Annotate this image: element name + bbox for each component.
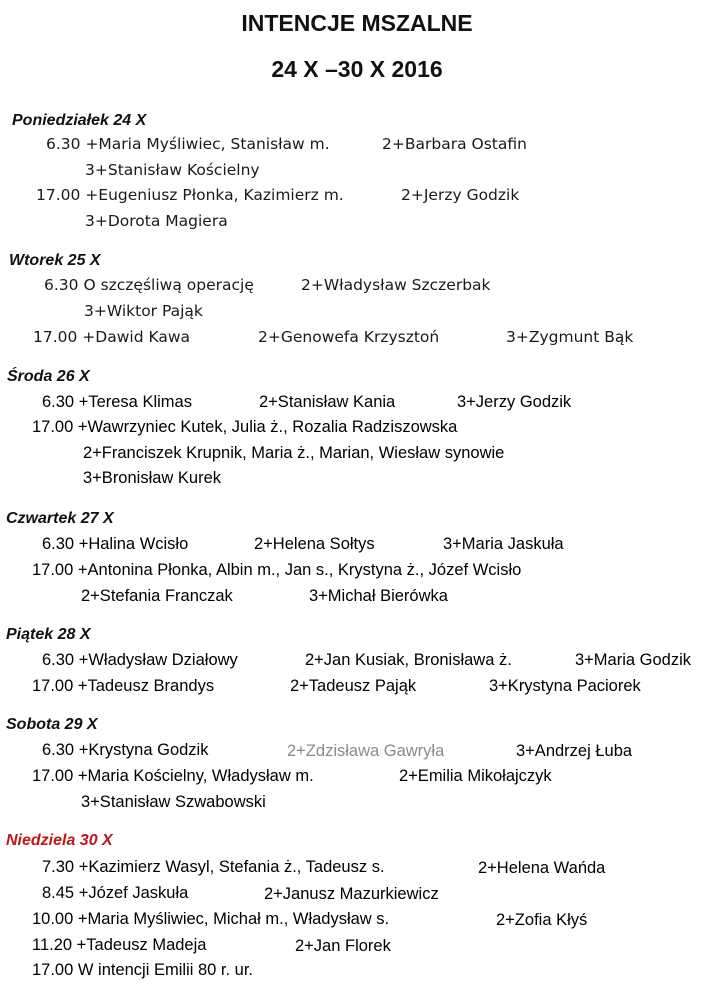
intention-entry: 2+Władysław Szczerbak — [301, 276, 491, 294]
intention-entry: 3+Maria Jaskuła — [443, 535, 564, 553]
intention-entry: 8.45 +Józef Jaskuła — [42, 884, 189, 902]
intention-entry: 2+Barbara Ostafin — [382, 135, 527, 153]
intention-entry: 2+Zofia Kłyś — [496, 911, 588, 929]
day-heading-wednesday: Środa 26 X — [7, 368, 90, 385]
date-range: 24 X –30 X 2016 — [271, 56, 443, 82]
intention-entry: 17.00 +Tadeusz Brandys — [32, 677, 215, 695]
intention-entry: 17.00 +Wawrzyniec Kutek, Julia ż., Rozalia Radziszowska — [32, 418, 458, 436]
intention-entry: 2+Genowefa Krzysztoń — [258, 328, 440, 346]
intention-entry: 3+Bronisław Kurek — [83, 469, 222, 487]
intention-entry: 2+Tadeusz Pająk — [290, 677, 417, 695]
intention-entry: 3+Krystyna Paciorek — [489, 677, 641, 695]
intention-entry: 17.00 +Antonina Płonka, Albin m., Jan s., Krystyna ż., Józef Wcisło — [32, 561, 522, 579]
title: INTENCJE MSZALNE — [241, 10, 473, 36]
intention-entry: 2+Jan Kusiak, Bronisława ż. — [305, 651, 512, 669]
intention-entry: 2+Zdzisława Gawryła — [287, 742, 445, 760]
intention-entry: 6.30 +Władysław Działowy — [42, 651, 238, 669]
intention-entry: 10.00 +Maria Myśliwiec, Michał m., Władysław s. — [32, 910, 390, 928]
intention-entry: 3+Jerzy Godzik — [457, 393, 572, 411]
intention-entry: 17.00 W intencji Emilii 80 r. ur. — [32, 961, 254, 979]
intention-entry: 3+Zygmunt Bąk — [506, 328, 634, 346]
intention-entry: 2+Janusz Mazurkiewicz — [264, 885, 439, 903]
intention-entry: 3+Maria Godzik — [575, 651, 692, 669]
day-heading-tuesday: Wtorek 25 X — [9, 252, 101, 269]
intention-entry: 2+Jan Florek — [295, 937, 391, 955]
day-heading-thursday: Czwartek 27 X — [6, 510, 114, 527]
intention-entry: 7.30 +Kazimierz Wasyl, Stefania ż., Tadeusz s. — [42, 858, 385, 876]
intention-entry: 2+Franciszek Krupnik, Maria ż., Marian, Wiesław synowie — [83, 444, 505, 462]
day-heading-friday: Piątek 28 X — [6, 626, 91, 643]
intention-entry: 6.30 +Teresa Klimas — [42, 393, 192, 411]
intention-entry: 17.00 +Dawid Kawa — [33, 328, 191, 346]
intention-entry: 6.30 +Krystyna Godzik — [42, 741, 209, 759]
intention-entry: 17.00 +Maria Kościelny, Władysław m. — [32, 767, 314, 785]
intention-entry: 2+Jerzy Godzik — [401, 186, 520, 204]
intention-entry: 3+Stanisław Szwabowski — [81, 793, 266, 811]
intention-entry: 3+Wiktor Pająk — [84, 302, 203, 320]
intention-entry: 6.30 O szczęśliwą operację — [44, 276, 254, 294]
intention-entry: 6.30 +Maria Myśliwiec, Stanisław m. — [46, 135, 330, 153]
day-heading-sunday: Niedziela 30 X — [6, 832, 113, 849]
intention-entry: 3+Michał Bierówka — [309, 587, 448, 605]
intention-entry: 3+Andrzej Łuba — [516, 742, 633, 760]
intention-entry: 17.00 +Eugeniusz Płonka, Kazimierz m. — [36, 186, 344, 204]
intention-entry: 6.30 +Halina Wcisło — [42, 535, 189, 553]
intention-entry: 11.20 +Tadeusz Madeja — [32, 936, 207, 954]
intention-entry: 3+Dorota Magiera — [85, 212, 228, 230]
intention-entry: 2+Helena Wańda — [478, 859, 606, 877]
intention-entry: 2+Stefania Franczak — [81, 587, 233, 605]
intention-entry: 2+Emilia Mikołajczyk — [399, 767, 552, 785]
intention-entry: 2+Helena Sołtys — [254, 535, 375, 553]
day-heading-saturday: Sobota 29 X — [6, 716, 98, 733]
day-heading-monday: Poniedziałek 24 X — [12, 112, 147, 129]
intention-entry: 2+Stanisław Kania — [259, 393, 396, 411]
intention-entry: 3+Stanisław Kościelny — [85, 161, 260, 179]
